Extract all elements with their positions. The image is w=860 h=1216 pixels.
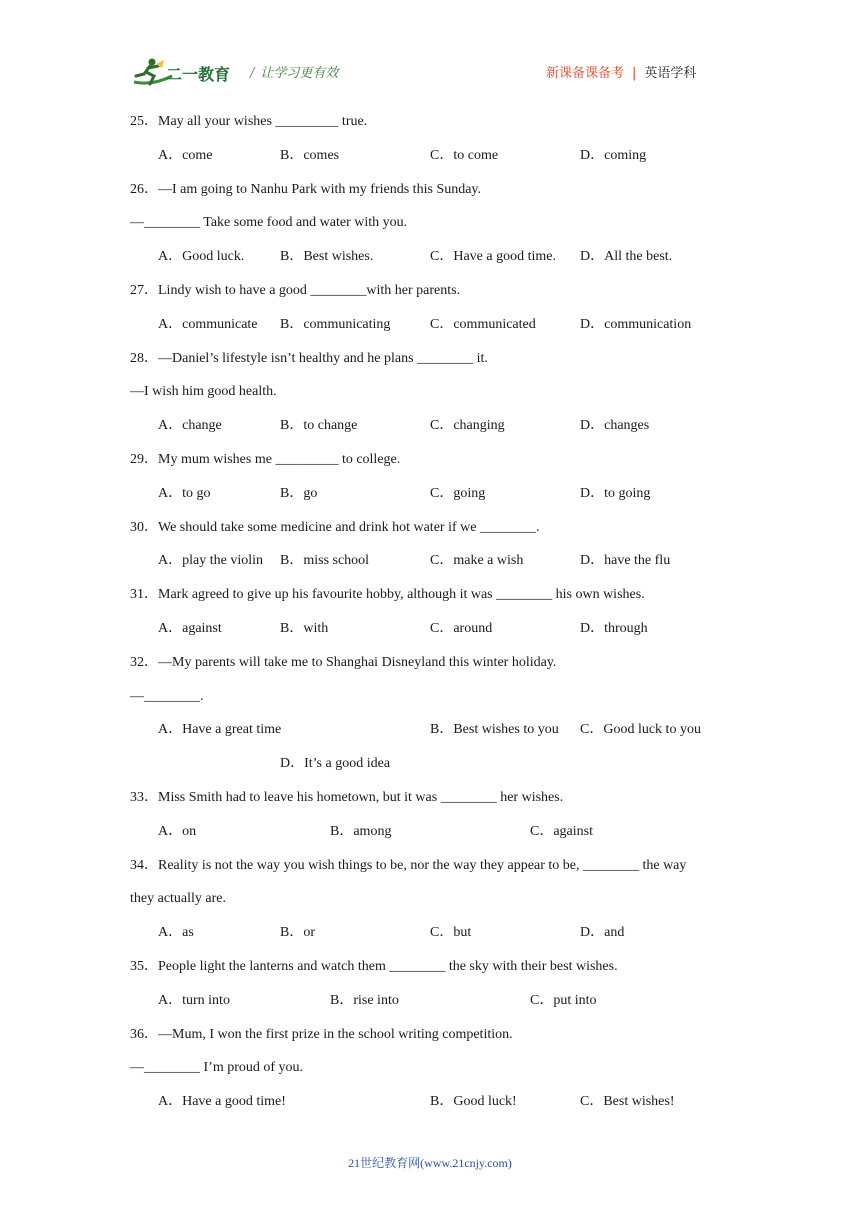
answer-option: C．going <box>430 485 486 501</box>
answer-option: A．come <box>158 147 213 163</box>
answer-option: A．play the violin <box>158 553 263 569</box>
question-stem: 26．—I am going to Nanhu Park with my friends this Sunday. <box>130 181 482 197</box>
answer-option: D．have the flu <box>580 553 671 569</box>
question-stem-continued: —________ Take some food and water with you. <box>130 215 408 231</box>
question-stem: 34．Reality is not the way you wish things to be, nor the way they appear to be, ________ the way <box>130 857 687 873</box>
question-stem-continued: —________. <box>130 688 204 704</box>
answer-option: D．changes <box>580 418 650 434</box>
answer-option: D．It’s a good idea <box>280 756 391 772</box>
question-stem-continued: —________ I’m proud of you. <box>130 1060 304 1076</box>
answer-option: B．Good luck! <box>430 1094 517 1110</box>
options-row <box>130 146 740 180</box>
answer-option: C．make a wish <box>430 553 524 569</box>
answer-option: C．against <box>530 823 593 839</box>
answer-option: B．comes <box>280 147 340 163</box>
slogan: / 让学习更有效 <box>250 66 339 81</box>
question-stem: 29．My mum wishes me _________ to college. <box>130 451 401 467</box>
answer-option: C．Best wishes! <box>580 1094 675 1110</box>
options-row <box>130 1092 740 1126</box>
answer-option: D．through <box>580 620 648 636</box>
options-row <box>130 551 740 585</box>
question-stem: 35．People light the lanterns and watch them ________ the sky with their best wishes. <box>130 958 618 974</box>
answer-option: D．coming <box>580 147 647 163</box>
answer-option: A．as <box>158 925 194 941</box>
answer-option: A．communicate <box>158 316 258 332</box>
options-row <box>130 991 740 1025</box>
page-header <box>0 0 860 100</box>
answer-option: A．turn into <box>158 992 230 1008</box>
question-stem: 27．Lindy wish to have a good ________with her parents. <box>130 282 461 298</box>
options-row <box>130 416 740 450</box>
answer-option: A．Have a good time! <box>158 1094 286 1110</box>
answer-option: A．Have a great time <box>158 722 282 738</box>
answer-option: B．communicating <box>280 316 391 332</box>
options-row <box>130 315 740 349</box>
course-right: 英语学科 <box>644 66 697 81</box>
options-row <box>130 720 740 754</box>
answer-option: A．change <box>158 418 222 434</box>
options-row <box>130 822 740 856</box>
svg-text:二一教育: 二一教育 <box>166 65 231 84</box>
answer-option: A．on <box>158 823 197 839</box>
answer-option: B．or <box>280 925 315 941</box>
question-stem: 30．We should take some medicine and drink hot water if we ________. <box>130 519 540 535</box>
question-stem: 25．May all your wishes _________ true. <box>130 114 368 129</box>
footer: 21世纪教育网(www.21cnjy.com) <box>348 1156 512 1170</box>
answer-option: B．go <box>280 485 318 501</box>
answer-option: B．with <box>280 620 329 636</box>
question-stem: 33．Miss Smith had to leave his hometown, but it was ________ her wishes. <box>130 789 564 805</box>
course-left: 新课备课备考 <box>546 66 625 81</box>
answer-option: A．against <box>158 620 222 636</box>
answer-option: B．miss school <box>280 553 370 569</box>
question-stem-continued: —I wish him good health. <box>130 384 277 400</box>
options-row <box>130 247 740 281</box>
answer-option: B．rise into <box>330 992 399 1008</box>
question-stem: 32．—My parents will take me to Shanghai Disneyland this winter holiday. <box>130 654 557 670</box>
options-row <box>130 923 740 957</box>
answer-option: D．communication <box>580 316 692 332</box>
answer-option: C．Have a good time. <box>430 249 556 265</box>
question-stem: 31．Mark agreed to give up his favourite hobby, although it was ________ his own wishes. <box>130 587 645 603</box>
answer-option: D．to going <box>580 485 651 501</box>
answer-option: A．Good luck. <box>158 249 245 265</box>
answer-option: C．communicated <box>430 316 536 332</box>
answer-option: D．and <box>580 925 625 941</box>
question-list <box>130 112 740 1126</box>
question-stem: 28．—Daniel’s lifestyle isn’t healthy and he plans ________ it. <box>130 350 488 366</box>
answer-option: C．Good luck to you <box>580 722 701 738</box>
answer-option: C．changing <box>430 418 505 434</box>
answer-option: A．to go <box>158 485 211 501</box>
options-row <box>130 484 740 518</box>
answer-option: C．around <box>430 620 493 636</box>
logo <box>132 56 237 90</box>
answer-option: B．among <box>330 823 392 839</box>
answer-option: C．to come <box>430 147 499 163</box>
options-row <box>130 619 740 653</box>
options-row <box>130 754 740 788</box>
answer-option: B．Best wishes to you <box>430 722 559 738</box>
answer-option: B．Best wishes. <box>280 249 374 265</box>
answer-option: C．but <box>430 925 472 941</box>
question-stem: 36．—Mum, I won the first prize in the school writing competition. <box>130 1026 513 1042</box>
answer-option: C．put into <box>530 992 597 1008</box>
course-label: 新课备课备考 | 英语学科 <box>546 66 697 81</box>
answer-option: B．to change <box>280 418 358 434</box>
question-stem-continued: they actually are. <box>130 891 227 907</box>
answer-option: D．All the best. <box>580 249 673 265</box>
